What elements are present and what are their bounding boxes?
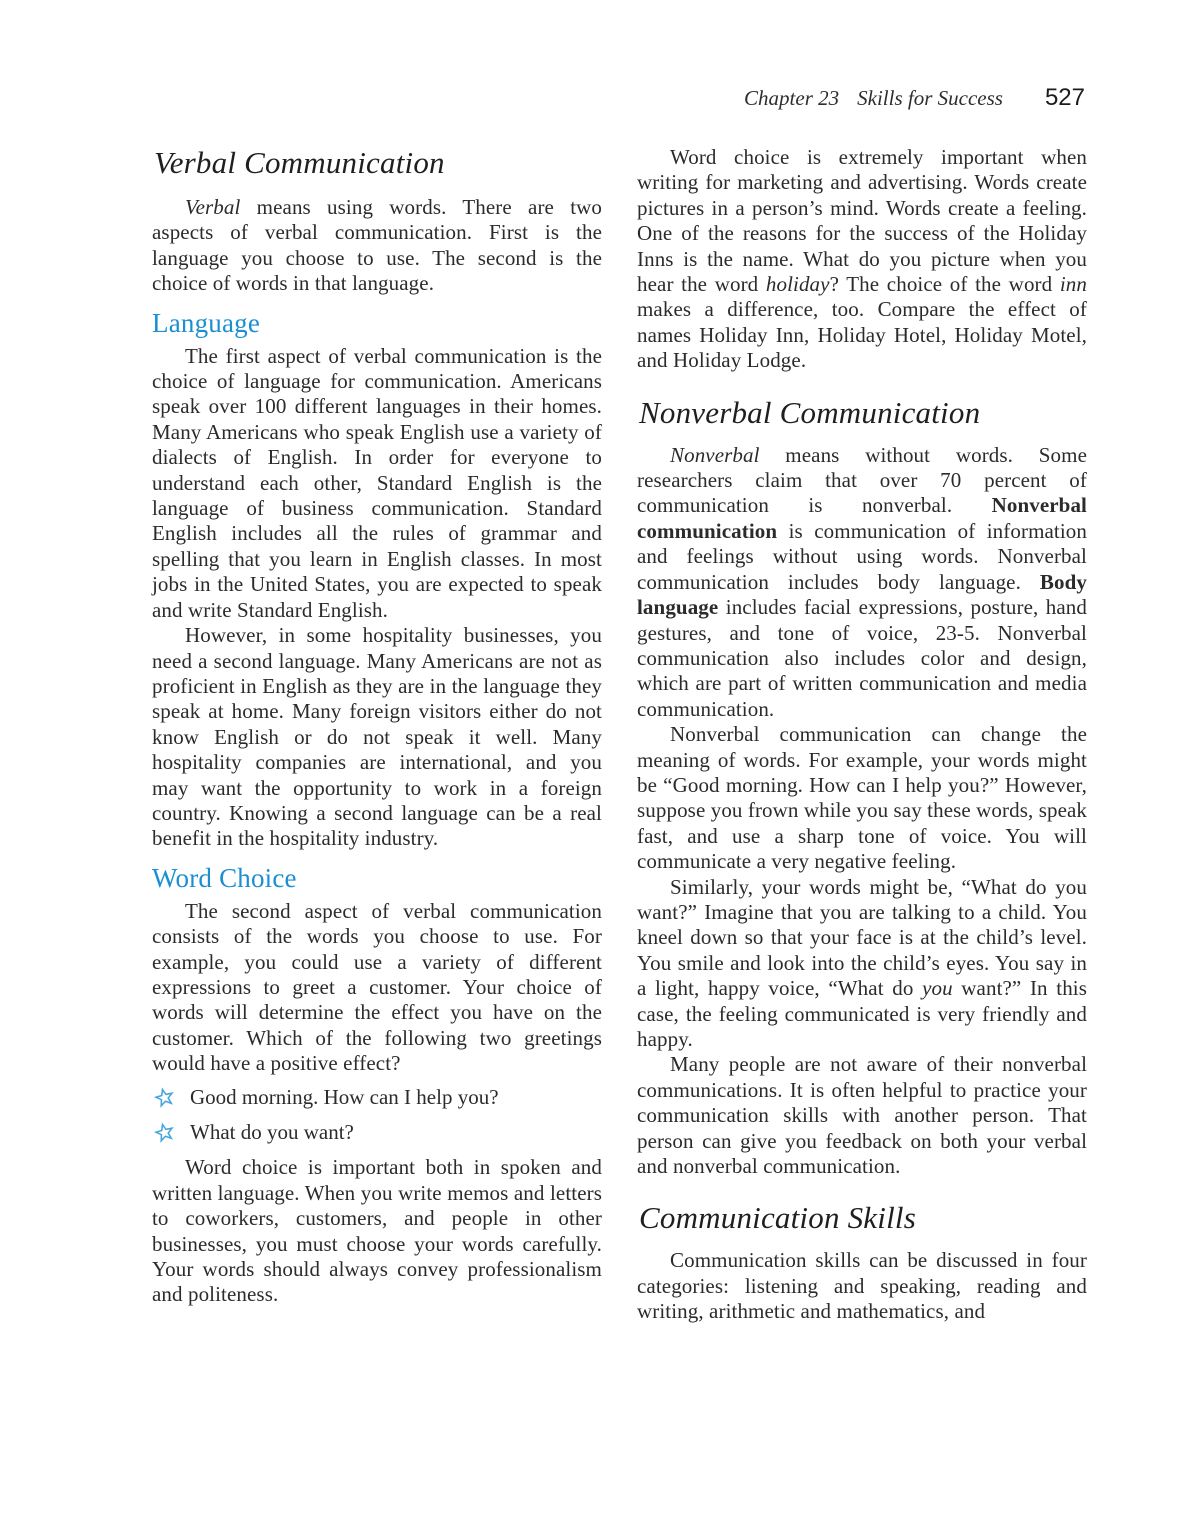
subheading-language: Language [152, 307, 261, 338]
paragraph-nonverbal-2: Nonverbal communication can change the meaning of words. For example, your words might be “Good morning. How can I help you?” However, suppose you frown while you say these words, speak fast, and use a sharp tone of voice. You will communicate a very negative feeling. [637, 722, 1088, 874]
subheading-word-choice: Word Choice [152, 862, 297, 893]
left-column [152, 145, 602, 1325]
star-bullet-icon [154, 1087, 175, 1108]
paragraph-nonverbal-4: Many people are not aware of their nonverbal communications. It is often helpful to practice your communication skills with another person. That person can give you feedback on both your verbal and nonverbal communication. [637, 1052, 1087, 1179]
section-title-label: Skills for Success [857, 86, 1003, 110]
page-number: 527 [1044, 84, 1085, 111]
bullet-label: What do you want? [190, 1120, 354, 1144]
paragraph-verbal-intro: Verbal means using words. There are two aspects of verbal communication. First is the language you choose to use. The second is the choice of words in that language. [152, 195, 602, 296]
bullet-label: Good morning. How can I help you? [190, 1084, 499, 1109]
star-bullet-icon [154, 1122, 175, 1143]
greeting-bullet-list [152, 1085, 602, 1146]
paragraph-word-choice-continued: Word choice is extremely important when writing for marketing and advertising. Words create pictures in a person’s mind. Words create a feeling. One of the reasons for the success of the Holiday Inns is the name. What do you picture when you hear the word holiday? The choice of the word inn makes a difference, too. Compare the effect of names Holiday Inn, Holiday Hotel, Holiday Motel, and Holiday Lodge. [637, 145, 1087, 373]
heading-communication-skills: Communication Skills [639, 1200, 916, 1236]
list-item [154, 1085, 602, 1110]
heading-nonverbal-communication: Nonverbal Communication [639, 394, 981, 430]
list-item [154, 1120, 602, 1145]
paragraph-word-choice-1: The second aspect of verbal communication consists of the words you choose to use. For example, you could use a variety of different expressions to greet a customer. Your choice of words will determine the effect you have on the customer. Which of the following two greetings would have a positive effect? [152, 898, 602, 1076]
paragraph-nonverbal-3: Similarly, your words might be, “What do you want?” Imagine that you are talking to a child. You kneel down so that your face is at the child’s level. You smile and look into the child’s eyes. You say in a light, happy voice, “What do you want?” In this case, the feeling communicated is very friendly and happy. [637, 874, 1087, 1051]
paragraph-language-1: The first aspect of verbal communication is the choice of language for communication. Americans speak over 100 different languages in their homes. Many Americans who speak English use a variety of dialects of English. In order for everyone to understand each other, Standard English is the language of business communication. Standard English includes all the rules of grammar and spelling that you learn in English classes. In most jobs in the United States, you are expected to speak and write Standard English. [152, 343, 602, 622]
two-column-text [152, 145, 1087, 1325]
page-header [744, 84, 1085, 112]
paragraph-nonverbal-1: Nonverbal means without words. Some researchers claim that over 70 percent of communication is nonverbal. Nonverbal communication is communication of information and feelings without using words. Nonverbal communication includes body language. Body language includes facial expressions, posture, hand gestures, and tone of voice, 23-5. Nonverbal communication also includes color and design, which are part of written communication and media communication. [637, 442, 1087, 721]
heading-verbal-communication: Verbal Communication [154, 145, 445, 180]
paragraph-language-2: However, in some hospitality businesses, you need a second language. Many Americans are not as proficient in English as they are in the language they speak at home. Many foreign visitors either do not know English or do not speak it well. Many hospitality companies are international, and you may want the opportunity to work in a foreign country. Knowing a second language can be a real benefit in the hospitality industry. [152, 623, 602, 851]
paragraph-communication-skills-1: Communication skills can be discussed in four categories: listening and speaking, reading and writing, arithmetic and mathematics, and [637, 1248, 1087, 1324]
running-head [744, 86, 1003, 111]
chapter-label: Chapter 23 [744, 86, 840, 110]
right-column [637, 145, 1087, 1325]
paragraph-word-choice-2: Word choice is important both in spoken and written language. When you write memos and letters to coworkers, customers, and people in other businesses, you must choose your words carefully. Your words should always convey professionalism and politeness. [152, 1155, 602, 1307]
